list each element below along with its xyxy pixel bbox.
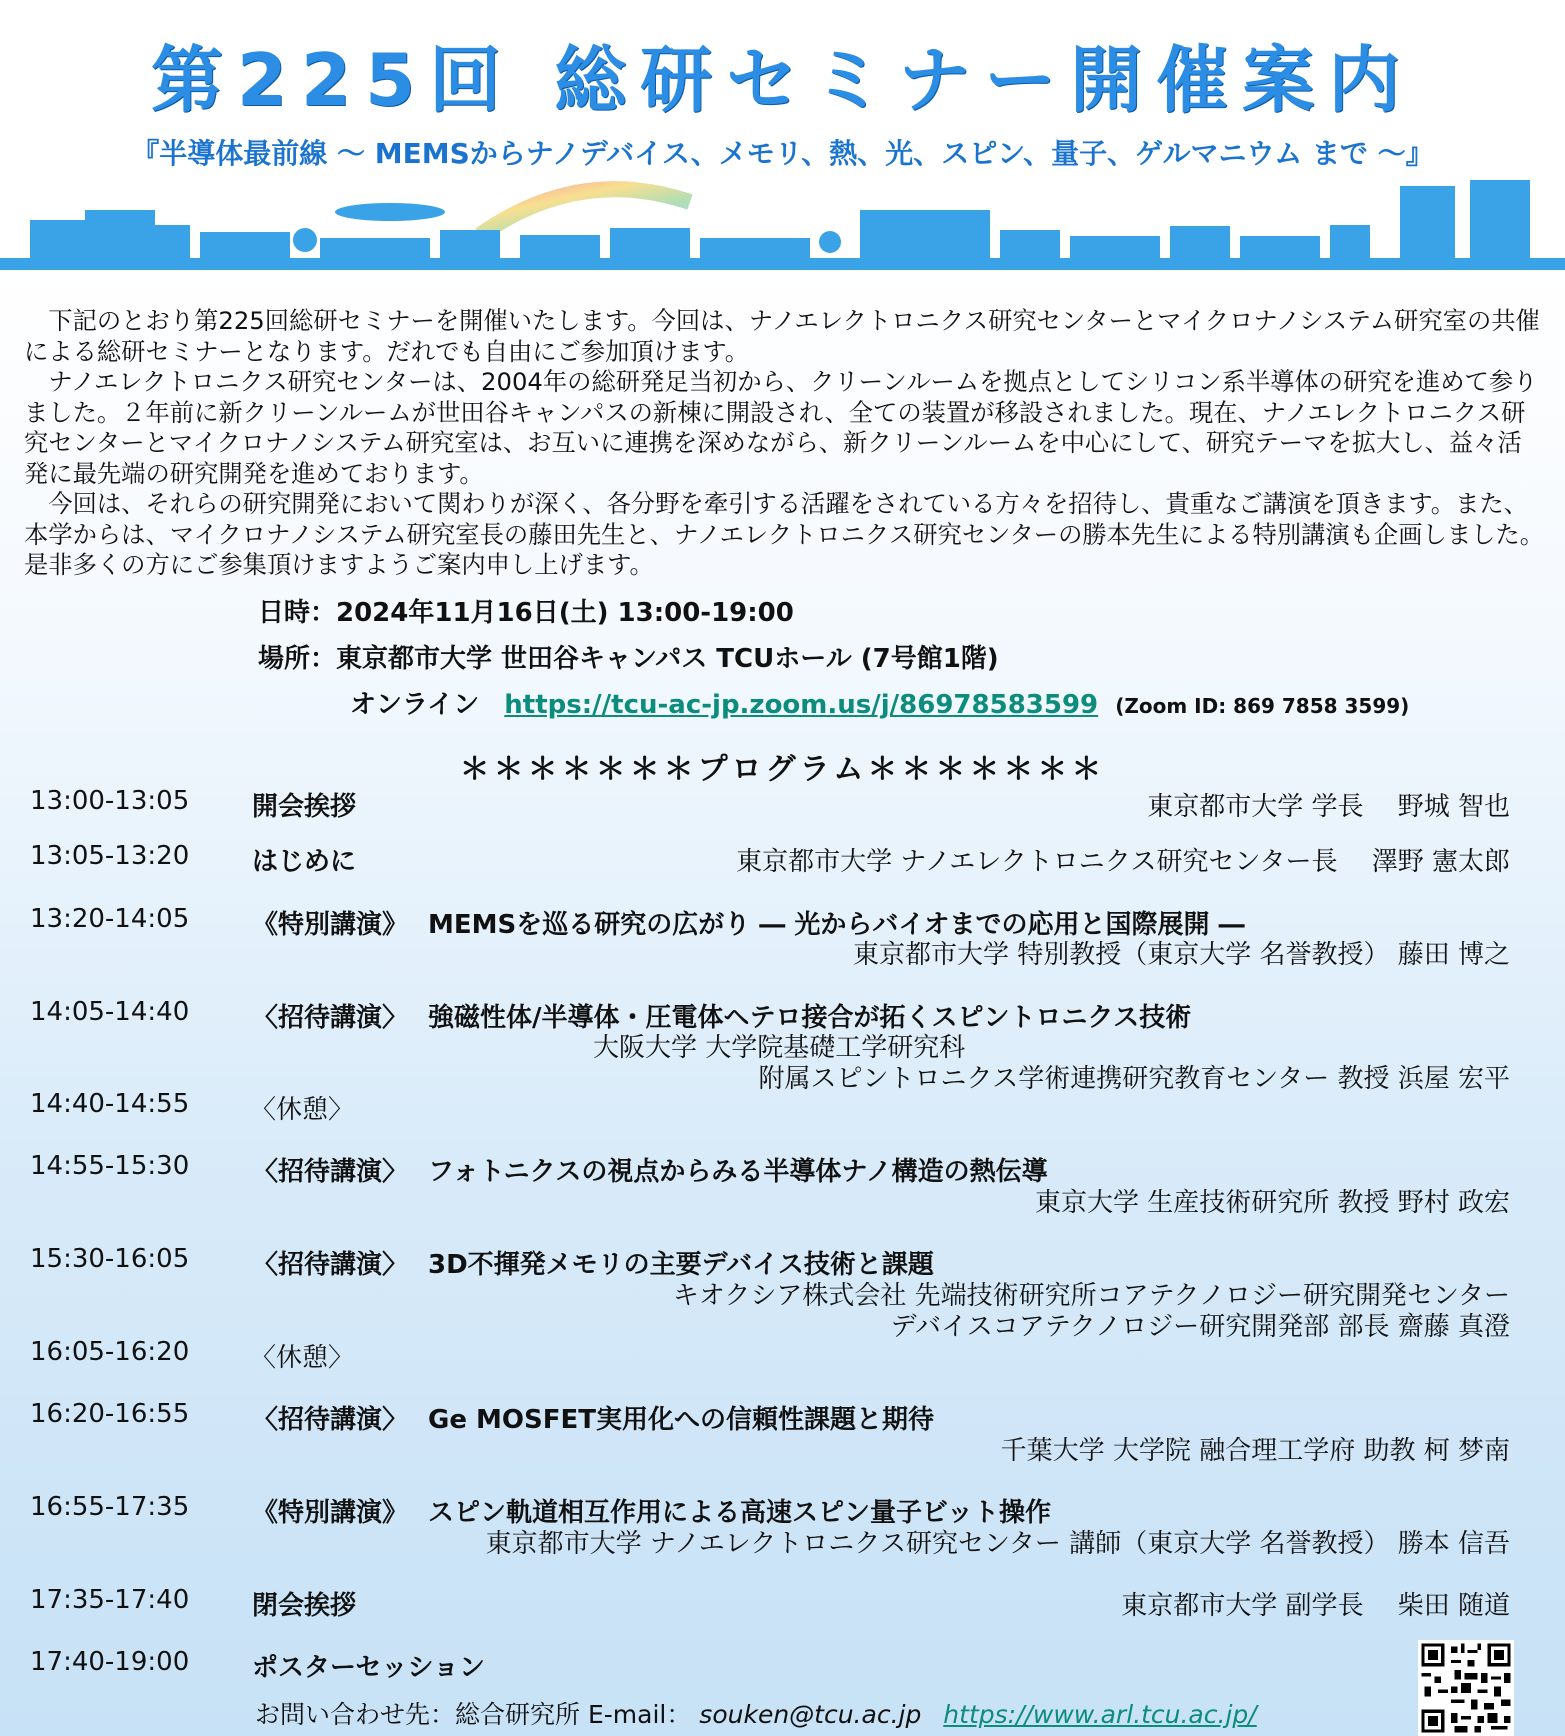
program-label: ポスターセッション bbox=[252, 1653, 485, 1683]
program-time: 16:05-16:20 bbox=[30, 1337, 190, 1367]
zoom-id: (Zoom ID: 869 7858 3599) bbox=[1115, 694, 1410, 718]
page-title: 第225回 総研セミナー開催案内 bbox=[150, 38, 1415, 122]
qr-code-icon bbox=[1418, 1640, 1514, 1736]
program-affiliation: 東京大学 生産技術研究所 教授 野村 政宏 bbox=[1034, 1188, 1510, 1218]
program-talk-title: Ge MOSFET実用化への信頼性課題と期待 bbox=[428, 1405, 934, 1435]
program-talk-title: スピン軌道相互作用による高速スピン量子ビット操作 bbox=[428, 1498, 1051, 1528]
program-label: 《特別講演》 bbox=[252, 910, 409, 940]
program-time: 14:40-14:55 bbox=[30, 1089, 190, 1119]
program-time: 14:05-14:40 bbox=[30, 997, 190, 1027]
program-time: 17:40-19:00 bbox=[30, 1647, 190, 1677]
program-label: はじめに bbox=[252, 847, 357, 877]
program-speaker: 東京都市大学 副学長 柴田 随道 bbox=[1121, 1591, 1510, 1621]
program-time: 16:20-16:55 bbox=[30, 1399, 190, 1429]
program-talk-title: 3D不揮発メモリの主要デバイス技術と課題 bbox=[428, 1250, 934, 1280]
program-label: 〈招待講演〉 bbox=[252, 1250, 409, 1280]
program-header: ＊＊＊＊＊＊＊プログラム＊＊＊＊＊＊＊ bbox=[459, 752, 1106, 787]
program-label: 〈招待講演〉 bbox=[252, 1157, 409, 1187]
contact-url[interactable]: https://www.arl.tcu.ac.jp/ bbox=[943, 1700, 1257, 1729]
city-skyline-illustration bbox=[0, 180, 1565, 270]
program-affiliation: 東京都市大学 特別教授（東京大学 名誉教授） 藤田 博之 bbox=[852, 940, 1510, 970]
program-talk-title: 強磁性体/半導体・圧電体ヘテロ接合が拓くスピントロニクス技術 bbox=[428, 1003, 1192, 1033]
program-label: 〈休憩〉 bbox=[250, 1095, 355, 1125]
program-affiliation: 大阪大学 大学院基礎工学研究科 bbox=[593, 1033, 966, 1063]
online-label: オンライン bbox=[350, 690, 480, 720]
program-time: 15:30-16:05 bbox=[30, 1244, 190, 1274]
event-place: 場所：東京都市大学 世田谷キャンパス TCUホール (7号館1階) bbox=[258, 644, 999, 674]
intro-paragraph-3: 今回は、それらの研究開発において関わりが深く、各分野を牽引する活躍をされている方々を招待し、貴重なご講演を頂きます。また、本学からは、マイクロナノシステム研究室長の藤田先生と、ナノエレクトロニクス研究センターの勝本先生による特別講演も企画しました。是非多くの方にご参集頂けますようご案内申し上げます。 bbox=[24, 489, 1545, 579]
online-row bbox=[350, 684, 1409, 721]
contact-email[interactable]: souken@tcu.ac.jp bbox=[699, 1700, 922, 1729]
program-affiliation: 千葉大学 大学院 融合理工学府 助教 柯 梦南 bbox=[1000, 1436, 1510, 1466]
program-time: 13:05-13:20 bbox=[30, 841, 190, 871]
program-time: 17:35-17:40 bbox=[30, 1585, 190, 1615]
contact-label: お問い合わせ先：総合研究所 E-mail： bbox=[255, 1700, 692, 1729]
program-time: 14:55-15:30 bbox=[30, 1151, 190, 1181]
intro-text bbox=[24, 306, 1544, 581]
contact-line bbox=[255, 1695, 1257, 1731]
program-speaker: 東京都市大学 学長 野城 智也 bbox=[1147, 792, 1510, 822]
program-label: 〈招待講演〉 bbox=[252, 1405, 409, 1435]
intro-paragraph-2: ナノエレクトロニクス研究センターは、2004年の総研発足当初から、クリーンルームを拠点としてシリコン系半導体の研究を進めて参りました。２年前に新クリーンルームが世田谷キャンパスの新棟に開設され、全ての装置が移設されました。現在、ナノエレクトロニクス研究センターとマイクロナノシステム研究室は、お互いに連携を深めながら、新クリーンルームを中心にして、研究テーマを拡大し、益々活発に最先端の研究開発を進めております。 bbox=[24, 367, 1538, 488]
program-time: 16:55-17:35 bbox=[30, 1492, 190, 1522]
program-label: 開会挨拶 bbox=[252, 792, 357, 822]
program-affiliation: キオクシア株式会社 先端技術研究所コアテクノロジー研究開発センター bbox=[672, 1281, 1510, 1311]
program-label: 〈休憩〉 bbox=[250, 1343, 355, 1373]
program-talk-title: MEMSを巡る研究の広がり ― 光からバイオまでの応用と国際展開 ― bbox=[428, 910, 1245, 940]
program-affiliation: デバイスコアテクノロジー研究開発部 部長 齋藤 真澄 bbox=[890, 1312, 1510, 1342]
program-talk-title: フォトニクスの視点からみる半導体ナノ構造の熱伝導 bbox=[428, 1157, 1048, 1187]
program-affiliation: 東京都市大学 ナノエレクトロニクス研究センター 講師（東京大学 名誉教授） 勝本 信吾 bbox=[485, 1529, 1510, 1559]
program-label: 《特別講演》 bbox=[252, 1498, 409, 1528]
event-datetime: 日時：2024年11月16日(土) 13:00-19:00 bbox=[258, 598, 794, 628]
intro-paragraph-1: 下記のとおり第225回総研セミナーを開催いたします。今回は、ナノエレクトロニクス研究センターとマイクロナノシステム研究室の共催による総研セミナーとなります。だれでも自由にご参加頂けます。 bbox=[24, 306, 1540, 366]
program-label: 〈招待講演〉 bbox=[252, 1003, 409, 1033]
page-subtitle: 『半導体最前線 〜 MEMSからナノデバイス、メモリ、熱、光、スピン、量子、ゲルマニウム まで 〜』 bbox=[131, 137, 1434, 170]
program-label: 閉会挨拶 bbox=[252, 1591, 357, 1621]
zoom-link[interactable]: https://tcu-ac-jp.zoom.us/j/86978583599 bbox=[504, 690, 1099, 720]
program-speaker: 東京都市大学 ナノエレクトロニクス研究センター長 澤野 憲太郎 bbox=[736, 847, 1510, 877]
program-time: 13:20-14:05 bbox=[30, 904, 190, 934]
program-affiliation: 附属スピントロニクス学術連携研究教育センター 教授 浜屋 宏平 bbox=[758, 1064, 1510, 1094]
program-time: 13:00-13:05 bbox=[30, 786, 190, 816]
